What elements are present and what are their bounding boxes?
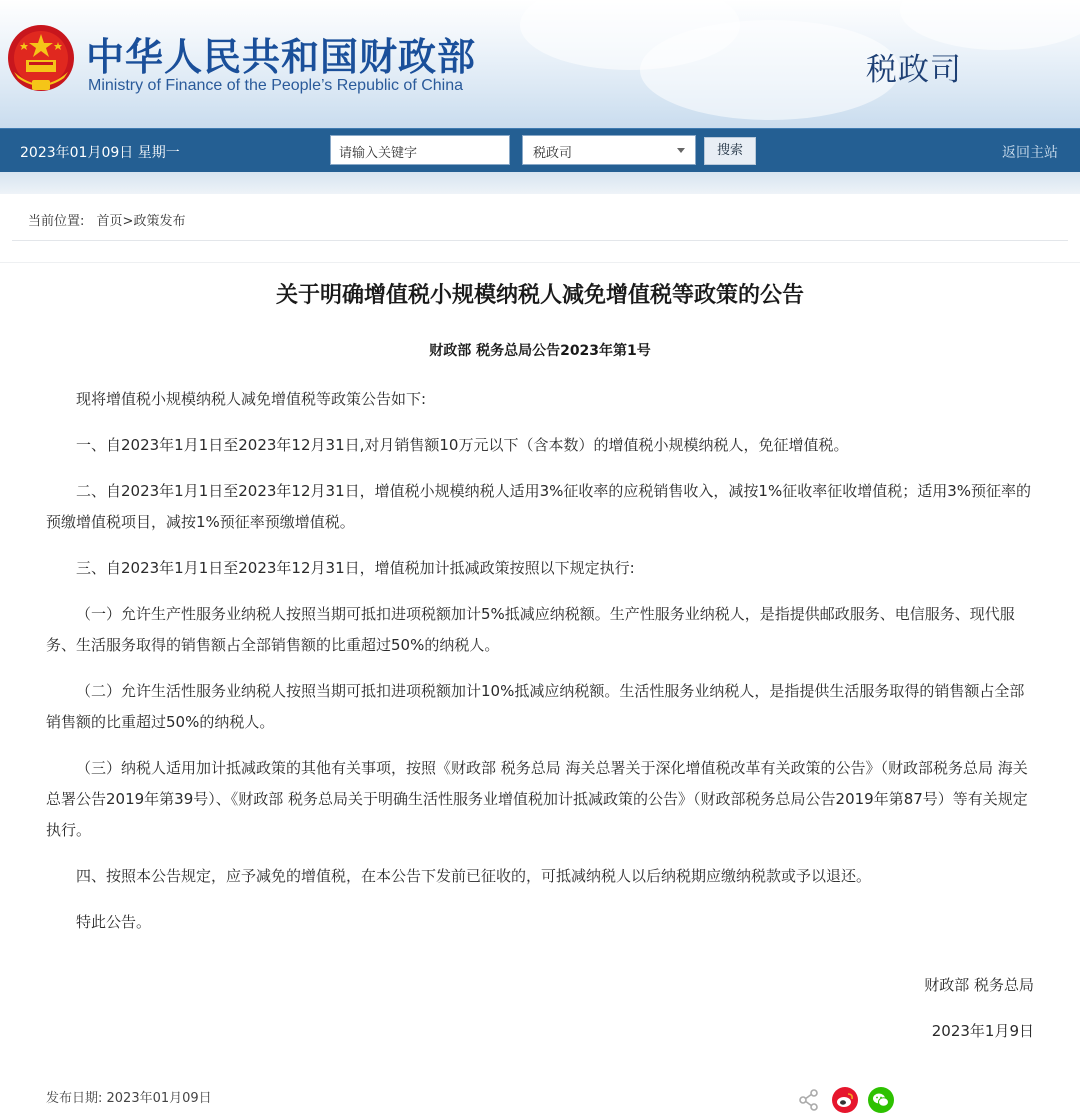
site-name-chinese: 中华人民共和国财政部	[86, 35, 477, 79]
breadcrumb-label: 当前位置:	[28, 214, 85, 229]
header-strip	[0, 172, 1080, 194]
paragraph: 三、自2023年1月1日至2023年12月31日，增值税加计抵减政策按照以下规定执行:	[76, 559, 635, 577]
paragraph: 四、按照本公告规定，应予减免的增值税，在本公告下发前已征收的，可抵减纳税人以后纳税期应缴纳税款或予以退还。	[76, 867, 872, 885]
breadcrumb-home-link[interactable]: 首页	[96, 214, 123, 229]
paragraph: （一）允许生产性服务业纳税人按照当期可抵扣进项税额加计5%抵减应纳税额。生产性服务业纳税人，是指提供邮政服务、电信服务、现代服务、生活服务取得的销售额占全部销售额的比重超过50%的纳税人。	[46, 605, 1015, 654]
signature: 财政部 税务总局	[924, 976, 1034, 994]
article-title: 关于明确增值税小规模纳税人减免增值税等政策的公告	[275, 283, 804, 308]
paragraph: 现将增值税小规模纳税人减免增值税等政策公告如下:	[76, 390, 427, 408]
department-name: 税政司	[866, 52, 962, 88]
decorative-cloud	[640, 20, 900, 120]
paragraph: 二、自2023年1月1日至2023年12月31日，增值税小规模纳税人适用3%征收率的应税销售收入，减按1%征收率征收增值税；适用3%预征率的预缴增值税项目，减按1%预征率预缴增值税。	[46, 482, 1032, 531]
breadcrumb-separator: >	[122, 214, 134, 229]
divider	[12, 240, 1068, 241]
decorative-cloud	[900, 0, 1080, 50]
return-home-link[interactable]: 返回主站	[1002, 145, 1058, 161]
national-emblem-icon	[6, 22, 76, 96]
search-input[interactable]: 请输入关键字	[330, 135, 510, 165]
search-button[interactable]: 搜索	[704, 137, 756, 165]
wechat-icon[interactable]	[868, 1087, 894, 1113]
site-header	[0, 0, 1080, 128]
article-body	[46, 384, 1036, 953]
nav-bar	[0, 128, 1080, 172]
divider	[0, 262, 1080, 263]
chevron-down-icon	[677, 148, 685, 153]
share-bar	[796, 1086, 894, 1113]
paragraph: 一、自2023年1月1日至2023年12月31日,对月销售额10万元以下（含本数）的增值税小规模纳税人，免征增值税。	[76, 436, 849, 454]
breadcrumb	[28, 210, 185, 229]
paragraph: （二）允许生活性服务业纳税人按照当期可抵扣进项税额加计10%抵减应纳税额。生活性服务业纳税人，是指提供生活服务取得的销售额占全部销售额的比重超过50%的纳税人。	[46, 682, 1025, 731]
site-name-english: Ministry of Finance of the People’s Republic of China	[88, 77, 464, 94]
current-date: 2023年01月09日 星期一	[20, 145, 180, 161]
signature-date: 2023年1月9日	[931, 1022, 1034, 1040]
weibo-icon[interactable]	[832, 1087, 858, 1113]
publish-date: 发布日期: 2023年01月09日	[46, 1091, 212, 1106]
breadcrumb-current-link[interactable]: 政策发布	[133, 214, 186, 229]
document-number: 财政部 税务总局公告2023年第1号	[429, 343, 651, 359]
share-icon[interactable]	[796, 1087, 822, 1113]
paragraph: 特此公告。	[76, 913, 152, 931]
search-scope-value: 税政司	[533, 146, 573, 161]
paragraph: （三）纳税人适用加计抵减政策的其他有关事项，按照《财政部 税务总局 海关总署关于深化增值税改革有关政策的公告》（财政部税务总局 海关总署公告2019年第39号）、《财政部 税务总局关于明确生活性服务业增值税加计抵减政策的公告》（财政部税务总局公告2019年第87号）等有关规定执行。	[46, 759, 1028, 839]
search-scope-select[interactable]	[522, 135, 696, 165]
